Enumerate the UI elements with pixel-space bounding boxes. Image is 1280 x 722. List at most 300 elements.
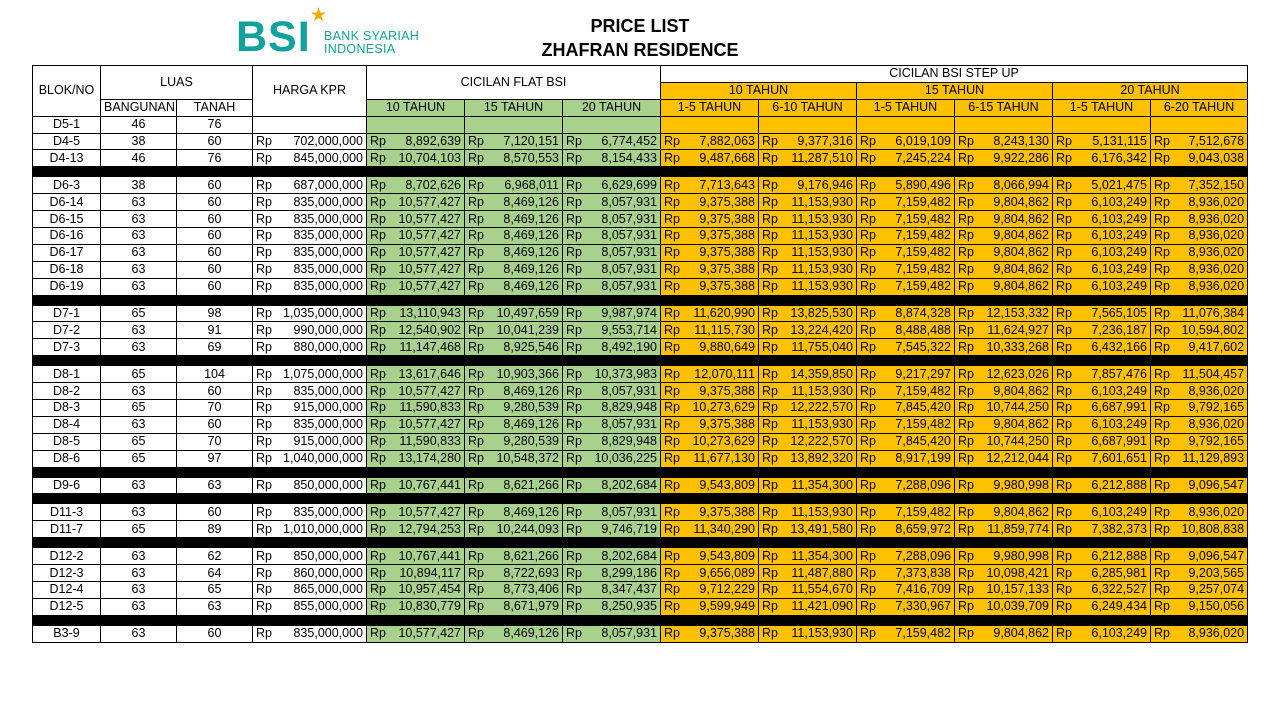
currency-label: Rp: [664, 306, 680, 321]
stepup-cell: [1151, 477, 1248, 494]
currency-label: Rp: [1154, 228, 1170, 243]
amount-value: 7,159,482: [895, 211, 951, 226]
tanah-cell: 60: [177, 133, 253, 150]
amount-value: 9,553,714: [601, 322, 657, 337]
currency-label: Rp: [860, 262, 876, 277]
tanah-cell: 70: [177, 400, 253, 417]
stepup-cell: [1053, 278, 1151, 295]
amount-value: 6,103,249: [1091, 279, 1147, 294]
currency-label: Rp: [762, 134, 778, 148]
stepup-cell: [661, 116, 759, 133]
currency-label: Rp: [958, 478, 974, 493]
flat-cell: [563, 228, 661, 245]
currency-label: Rp: [958, 521, 974, 536]
amount-value: 9,375,388: [699, 245, 755, 260]
currency-label: Rp: [1154, 582, 1170, 597]
table-row: [33, 339, 1248, 356]
stepup-cell: [661, 366, 759, 383]
flat-cell: [465, 625, 563, 642]
bangunan-cell: 63: [101, 383, 177, 400]
bangunan-cell: 38: [101, 177, 177, 194]
flat-cell: [563, 416, 661, 433]
stepup-cell: [955, 400, 1053, 417]
header-flat: CICILAN FLAT BSI: [367, 66, 661, 100]
flat-cell: [367, 211, 465, 228]
currency-label: Rp: [664, 194, 680, 209]
stepup-cell: [661, 450, 759, 467]
currency-label: Rp: [256, 211, 272, 226]
bangunan-cell: 63: [101, 477, 177, 494]
currency-label: Rp: [566, 366, 582, 381]
bangunan-cell: 46: [101, 150, 177, 167]
currency-label: Rp: [468, 322, 484, 337]
currency-label: Rp: [256, 626, 272, 641]
separator-bar: [33, 295, 1248, 305]
stepup-cell: [759, 433, 857, 450]
harga-cell: [253, 244, 367, 261]
currency-label: Rp: [860, 322, 876, 337]
currency-label: Rp: [958, 211, 974, 226]
table-row: [33, 450, 1248, 467]
amount-value: 7,845,420: [895, 400, 951, 415]
amount-value: 8,202,684: [601, 548, 657, 563]
stepup-cell: [955, 548, 1053, 565]
currency-label: Rp: [1056, 417, 1072, 432]
amount-value: 10,744,250: [986, 400, 1049, 415]
stepup-cell: [857, 366, 955, 383]
flat-cell: [465, 133, 563, 150]
harga-cell: [253, 433, 367, 450]
amount-value: 8,057,931: [601, 262, 657, 277]
amount-value: 10,704,103: [398, 150, 461, 165]
currency-label: Rp: [1056, 150, 1072, 165]
amount-value: 11,287,510: [791, 150, 853, 165]
flat-cell: [367, 548, 465, 565]
amount-value: 8,243,130: [993, 134, 1049, 148]
amount-value: 9,375,388: [699, 504, 755, 519]
amount-value: 6,103,249: [1091, 417, 1147, 432]
currency-label: Rp: [370, 306, 386, 321]
flat-cell: [465, 211, 563, 228]
table-row: [33, 366, 1248, 383]
amount-value: 7,159,482: [895, 383, 951, 398]
currency-label: Rp: [860, 177, 876, 192]
amount-value: 8,469,126: [503, 504, 559, 519]
currency-label: Rp: [762, 228, 778, 243]
currency-label: Rp: [958, 626, 974, 641]
stepup-cell: [661, 133, 759, 150]
amount-value: 9,804,862: [993, 417, 1049, 432]
amount-value: 6,103,249: [1091, 626, 1147, 641]
amount-value: 8,469,126: [503, 228, 559, 243]
harga-cell: [253, 504, 367, 521]
blok-cell: D8-3: [33, 400, 101, 417]
currency-label: Rp: [860, 279, 876, 294]
header-flat-15: 15 TAHUN: [465, 99, 563, 116]
amount-value: 8,925,546: [503, 339, 559, 354]
currency-label: Rp: [762, 194, 778, 209]
separator-row: [33, 494, 1248, 504]
title-line-1: PRICE LIST: [590, 16, 690, 36]
tanah-cell: 60: [177, 504, 253, 521]
currency-label: Rp: [1056, 194, 1072, 209]
amount-value: 5,131,115: [1092, 134, 1147, 148]
amount-value: 10,333,268: [986, 339, 1049, 354]
amount-value: 11,354,300: [791, 548, 853, 563]
currency-label: Rp: [1056, 322, 1072, 337]
currency-label: Rp: [1154, 548, 1170, 563]
stepup-cell: [1053, 339, 1151, 356]
flat-cell: [465, 322, 563, 339]
amount-value: 915,000,000: [293, 400, 363, 415]
table-row: [33, 565, 1248, 582]
bangunan-cell: 63: [101, 416, 177, 433]
bangunan-cell: 63: [101, 211, 177, 228]
currency-label: Rp: [958, 177, 974, 192]
amount-value: 9,280,539: [503, 434, 559, 449]
header-stepup-10: 10 TAHUN: [661, 82, 857, 99]
flat-cell: [563, 133, 661, 150]
amount-value: 8,057,931: [601, 279, 657, 294]
harga-cell: [253, 339, 367, 356]
amount-value: 865,000,000: [293, 582, 363, 597]
stepup-cell: [857, 261, 955, 278]
amount-value: 8,936,020: [1188, 504, 1245, 519]
currency-label: Rp: [256, 150, 272, 165]
stepup-cell: [1151, 504, 1248, 521]
amount-value: 1,035,000,000: [283, 306, 363, 321]
currency-label: Rp: [370, 478, 386, 493]
flat-cell: [367, 521, 465, 538]
bangunan-cell: 65: [101, 305, 177, 322]
stepup-cell: [1151, 416, 1248, 433]
currency-label: Rp: [762, 451, 778, 466]
table-row: [33, 416, 1248, 433]
amount-value: 8,469,126: [503, 245, 559, 260]
amount-value: 702,000,000: [293, 134, 363, 148]
currency-label: Rp: [256, 565, 272, 580]
amount-value: 6,774,452: [601, 134, 657, 148]
currency-label: Rp: [958, 383, 974, 398]
amount-value: 10,767,441: [398, 548, 461, 563]
amount-value: 835,000,000: [293, 504, 363, 519]
flat-cell: [367, 339, 465, 356]
amount-value: 8,469,126: [503, 279, 559, 294]
currency-label: Rp: [1056, 211, 1072, 226]
amount-value: 8,299,186: [601, 565, 657, 580]
currency-label: Rp: [256, 322, 272, 337]
harga-cell: [253, 228, 367, 245]
amount-value: 9,804,862: [993, 626, 1049, 641]
amount-value: 11,129,893: [1182, 451, 1245, 466]
amount-value: 11,421,090: [791, 599, 853, 614]
amount-value: 9,599,949: [699, 599, 755, 614]
currency-label: Rp: [958, 504, 974, 519]
blok-cell: D11-3: [33, 504, 101, 521]
flat-cell: [563, 322, 661, 339]
stepup-cell: [1151, 150, 1248, 167]
blok-cell: D12-2: [33, 548, 101, 565]
bangunan-cell: 63: [101, 582, 177, 599]
stepup-cell: [661, 582, 759, 599]
tanah-cell: 98: [177, 305, 253, 322]
currency-label: Rp: [256, 383, 272, 398]
amount-value: 7,882,063: [699, 134, 755, 148]
amount-value: 850,000,000: [293, 548, 363, 563]
amount-value: 13,224,420: [790, 322, 853, 337]
blok-cell: D4-5: [33, 133, 101, 150]
amount-value: 8,469,126: [503, 383, 559, 398]
amount-value: 855,000,000: [293, 599, 363, 614]
amount-value: 9,375,388: [699, 383, 755, 398]
stepup-cell: [1053, 177, 1151, 194]
stepup-cell: [955, 244, 1053, 261]
currency-label: Rp: [468, 339, 484, 354]
currency-label: Rp: [468, 599, 484, 614]
amount-value: 8,829,948: [601, 434, 657, 449]
stepup-cell: [1151, 450, 1248, 467]
tanah-cell: 60: [177, 244, 253, 261]
amount-value: 8,492,190: [601, 339, 657, 354]
currency-label: Rp: [468, 626, 484, 641]
amount-value: 7,545,322: [895, 339, 951, 354]
currency-label: Rp: [256, 400, 272, 415]
amount-value: 10,594,802: [1181, 322, 1245, 337]
harga-cell: [253, 116, 367, 133]
currency-label: Rp: [762, 306, 778, 321]
currency-label: Rp: [370, 417, 386, 432]
currency-label: Rp: [468, 177, 484, 192]
flat-cell: [563, 598, 661, 615]
currency-label: Rp: [1056, 383, 1072, 398]
table-row: [33, 305, 1248, 322]
amount-value: 14,359,850: [790, 366, 853, 381]
amount-value: 8,057,931: [601, 504, 657, 519]
currency-label: Rp: [566, 582, 582, 597]
currency-label: Rp: [370, 383, 386, 398]
stepup-cell: [857, 228, 955, 245]
currency-label: Rp: [958, 194, 974, 209]
amount-value: 6,212,888: [1091, 478, 1147, 493]
amount-value: 8,702,626: [405, 177, 461, 192]
currency-label: Rp: [664, 451, 680, 466]
stepup-cell: [661, 194, 759, 211]
header-stepup-20-b: 6-20 TAHUN: [1151, 99, 1248, 116]
stepup-cell: [759, 322, 857, 339]
flat-cell: [367, 416, 465, 433]
tanah-cell: 76: [177, 150, 253, 167]
amount-value: 835,000,000: [293, 194, 363, 209]
currency-label: Rp: [370, 504, 386, 519]
stepup-cell: [857, 116, 955, 133]
currency-label: Rp: [566, 339, 582, 354]
amount-value: 8,469,126: [503, 417, 559, 432]
stepup-cell: [955, 278, 1053, 295]
tanah-cell: 60: [177, 625, 253, 642]
stepup-cell: [955, 116, 1053, 133]
stepup-cell: [1151, 305, 1248, 322]
flat-cell: [367, 150, 465, 167]
stepup-cell: [955, 433, 1053, 450]
table-row: [33, 322, 1248, 339]
stepup-cell: [661, 278, 759, 295]
amount-value: 6,103,249: [1091, 194, 1147, 209]
currency-label: Rp: [256, 306, 272, 321]
flat-cell: [563, 366, 661, 383]
amount-value: 9,096,547: [1188, 478, 1245, 493]
stepup-cell: [857, 565, 955, 582]
amount-value: 8,936,020: [1188, 383, 1245, 398]
header-luas: LUAS: [101, 66, 253, 100]
amount-value: 7,159,482: [895, 626, 951, 641]
amount-value: 8,570,553: [503, 150, 559, 165]
currency-label: Rp: [566, 383, 582, 398]
currency-label: Rp: [664, 626, 680, 641]
amount-value: 8,250,935: [601, 599, 657, 614]
currency-label: Rp: [468, 521, 484, 536]
amount-value: 11,153,930: [791, 262, 853, 277]
amount-value: 9,543,809: [699, 478, 755, 493]
currency-label: Rp: [664, 383, 680, 398]
flat-cell: [367, 261, 465, 278]
amount-value: 10,577,427: [398, 245, 461, 260]
amount-value: 8,057,931: [601, 245, 657, 260]
stepup-cell: [857, 450, 955, 467]
amount-value: 9,656,089: [699, 565, 755, 580]
amount-value: 8,829,948: [601, 400, 657, 415]
currency-label: Rp: [860, 478, 876, 493]
stepup-cell: [759, 261, 857, 278]
flat-cell: [465, 177, 563, 194]
flat-cell: [465, 261, 563, 278]
stepup-cell: [759, 305, 857, 322]
currency-label: Rp: [762, 400, 778, 415]
amount-value: 9,375,388: [699, 279, 755, 294]
currency-label: Rp: [256, 245, 272, 260]
amount-value: 990,000,000: [293, 322, 363, 337]
currency-label: Rp: [566, 417, 582, 432]
stepup-cell: [661, 244, 759, 261]
amount-value: 7,330,967: [895, 599, 951, 614]
currency-label: Rp: [256, 434, 272, 449]
amount-value: 9,804,862: [993, 228, 1049, 243]
stepup-cell: [1151, 244, 1248, 261]
amount-value: 11,153,930: [791, 383, 853, 398]
currency-label: Rp: [468, 245, 484, 260]
table-row: [33, 521, 1248, 538]
stepup-cell: [759, 400, 857, 417]
blok-cell: D5-1: [33, 116, 101, 133]
amount-value: 13,110,943: [399, 306, 461, 321]
currency-label: Rp: [958, 548, 974, 563]
tanah-cell: 60: [177, 211, 253, 228]
stepup-cell: [661, 477, 759, 494]
amount-value: 8,202,684: [601, 478, 657, 493]
stepup-cell: [955, 521, 1053, 538]
amount-value: 11,340,290: [693, 521, 755, 536]
separator-row: [33, 356, 1248, 366]
currency-label: Rp: [566, 279, 582, 294]
stepup-cell: [1151, 366, 1248, 383]
amount-value: 10,830,779: [398, 599, 461, 614]
amount-value: 6,103,249: [1091, 504, 1147, 519]
table-row: [33, 504, 1248, 521]
currency-label: Rp: [860, 306, 876, 321]
currency-label: Rp: [370, 194, 386, 209]
currency-label: Rp: [370, 626, 386, 641]
amount-value: 9,150,056: [1188, 599, 1245, 614]
currency-label: Rp: [370, 279, 386, 294]
amount-value: 10,577,427: [398, 211, 461, 226]
amount-value: 8,917,199: [895, 451, 951, 466]
flat-cell: [563, 504, 661, 521]
currency-label: Rp: [566, 150, 582, 165]
flat-cell: [367, 177, 465, 194]
table-row: [33, 582, 1248, 599]
stepup-cell: [759, 339, 857, 356]
currency-label: Rp: [1056, 626, 1072, 641]
bangunan-cell: 63: [101, 565, 177, 582]
flat-cell: [465, 228, 563, 245]
amount-value: 10,497,659: [496, 306, 559, 321]
stepup-cell: [1151, 261, 1248, 278]
flat-cell: [367, 116, 465, 133]
harga-cell: [253, 278, 367, 295]
amount-value: 13,825,530: [790, 306, 853, 321]
currency-label: Rp: [1056, 177, 1072, 192]
stepup-cell: [955, 625, 1053, 642]
amount-value: 9,176,946: [797, 177, 853, 192]
stepup-cell: [661, 261, 759, 278]
flat-cell: [465, 598, 563, 615]
flat-cell: [367, 598, 465, 615]
stepup-cell: [1151, 433, 1248, 450]
currency-label: Rp: [370, 565, 386, 580]
bangunan-cell: 65: [101, 366, 177, 383]
currency-label: Rp: [860, 383, 876, 398]
header-stepup-20: 20 TAHUN: [1053, 82, 1248, 99]
amount-value: 12,540,902: [398, 322, 461, 337]
amount-value: 10,903,366: [496, 366, 559, 381]
currency-label: Rp: [860, 228, 876, 243]
amount-value: 8,722,693: [503, 565, 559, 580]
currency-label: Rp: [762, 582, 778, 597]
flat-cell: [563, 433, 661, 450]
flat-cell: [563, 261, 661, 278]
table-row: [33, 261, 1248, 278]
currency-label: Rp: [1056, 565, 1072, 580]
amount-value: 9,280,539: [503, 400, 559, 415]
amount-value: 10,577,427: [398, 262, 461, 277]
stepup-cell: [759, 625, 857, 642]
amount-value: 11,153,930: [791, 626, 853, 641]
currency-label: Rp: [566, 434, 582, 449]
flat-cell: [465, 383, 563, 400]
currency-label: Rp: [958, 245, 974, 260]
currency-label: Rp: [256, 521, 272, 536]
currency-label: Rp: [860, 245, 876, 260]
amount-value: 1,040,000,000: [283, 451, 363, 466]
flat-cell: [563, 339, 661, 356]
amount-value: 845,000,000: [293, 150, 363, 165]
currency-label: Rp: [256, 451, 272, 466]
stepup-cell: [955, 450, 1053, 467]
table-row: [33, 133, 1248, 150]
amount-value: 9,880,649: [699, 339, 755, 354]
currency-label: Rp: [370, 548, 386, 563]
stepup-cell: [661, 416, 759, 433]
table-row: [33, 278, 1248, 295]
